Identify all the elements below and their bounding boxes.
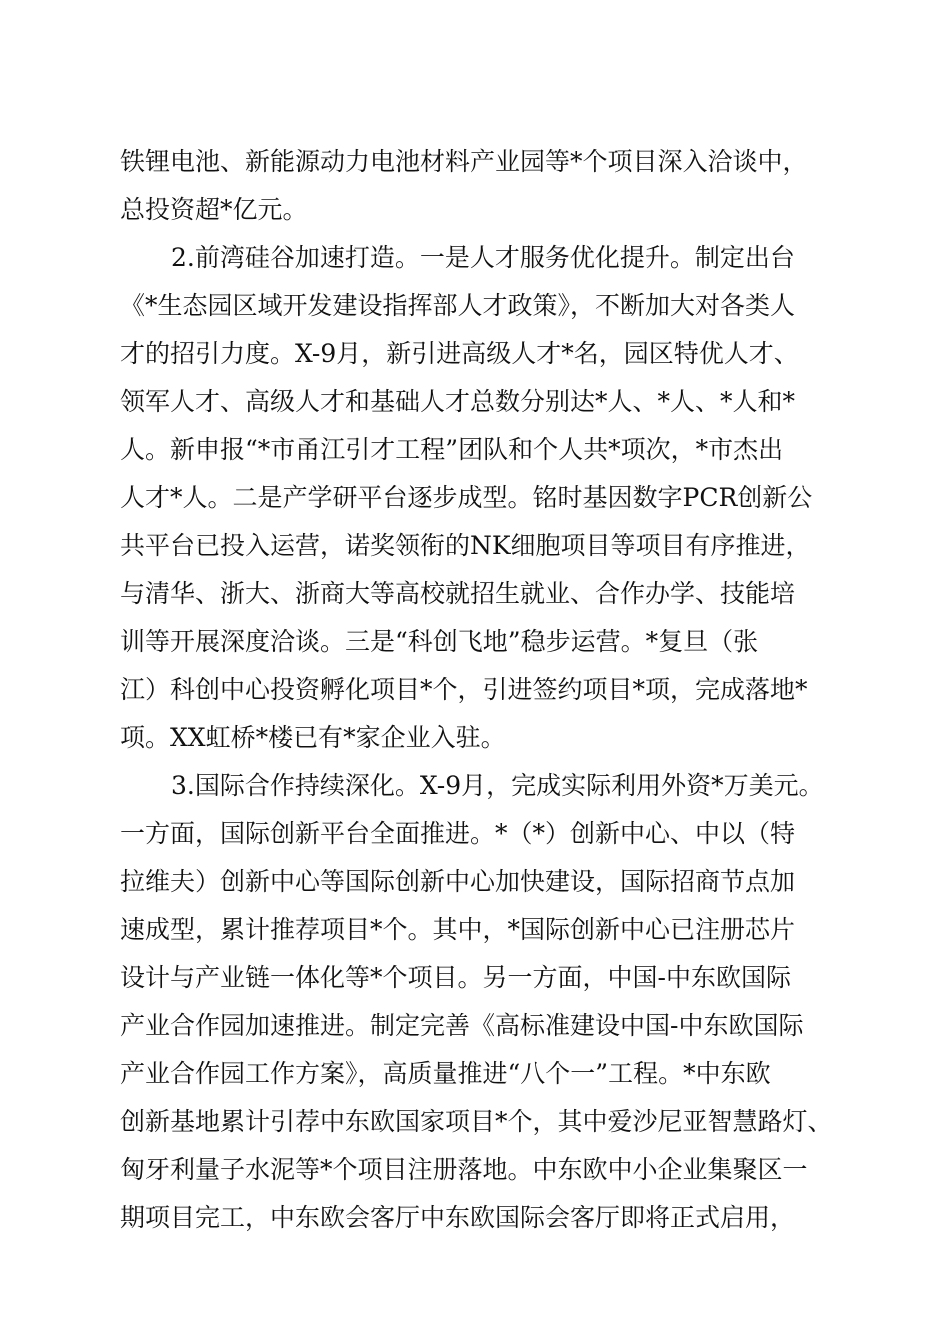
text-line: 人。新申报“*市甬江引才工程”团队和个人共*项次，*市杰出 [120,435,784,464]
text-line: 产业合作园工作方案》，高质量推进“八个一”工程。*中东欧 [120,1059,771,1088]
text-line: 总投资超*亿元。 [120,195,308,224]
text-line: 设计与产业链一体化等*个项目。另一方面，中国-中东欧国际 [120,963,791,992]
text-line: 项。XX虹桥*楼已有*家企业入驻。 [120,723,506,752]
text-line: 速成型，累计推荐项目*个。其中，*国际创新中心已注册芯片 [120,915,796,944]
text-line: 铁锂电池、新能源动力电池材料产业园等*个项目深入洽谈中， [120,147,808,176]
text-line: 与清华、浙大、浙商大等高校就招生就业、合作办学、技能培 [120,579,796,608]
text-line: 拉维夫）创新中心等国际创新中心加快建设，国际招商节点加 [120,867,796,896]
section-3-heading-line: 3.国际合作持续深化。X-9月，完成实际利用外资*万美元。 [171,771,824,800]
text-line: 江）科创中心投资孵化项目*个，引进签约项目*项，完成落地* [120,675,808,704]
text-line: 《*生态园区域开发建设指挥部人才政策》，不断加大对各类人 [120,291,796,320]
text-line: 创新基地累计引荐中东欧国家项目*个，其中爱沙尼亚智慧路灯、 [120,1107,833,1136]
text-line: 领军人才、高级人才和基础人才总数分别达*人、*人、*人和* [120,387,796,416]
text-line: 匈牙利量子水泥等*个项目注册落地。中东欧中小企业集聚区一 [120,1155,808,1184]
text-line: 共平台已投入运营，诺奖领衔的NK细胞项目等项目有序推进， [120,531,811,560]
section-2-heading-line: 2.前湾硅谷加速打造。一是人才服务优化提升。制定出台 [171,243,795,272]
text-line: 产业合作园加速推进。制定完善《高标准建设中国-中东欧国际 [120,1011,804,1040]
text-line: 一方面，国际创新平台全面推进。*（*）创新中心、中以（特 [120,819,796,848]
text-line: 才的招引力度。X-9月，新引进高级人才*名，园区特优人才、 [120,339,799,368]
text-line: 训等开展深度洽谈。三是“科创飞地”稳步运营。*复旦（张 [120,627,759,656]
text-line: 期项目完工，中东欧会客厅中东欧国际会客厅即将正式启用， [120,1203,796,1232]
text-line: 人才*人。二是产学研平台逐步成型。铭时基因数字PCR创新公 [120,483,813,512]
